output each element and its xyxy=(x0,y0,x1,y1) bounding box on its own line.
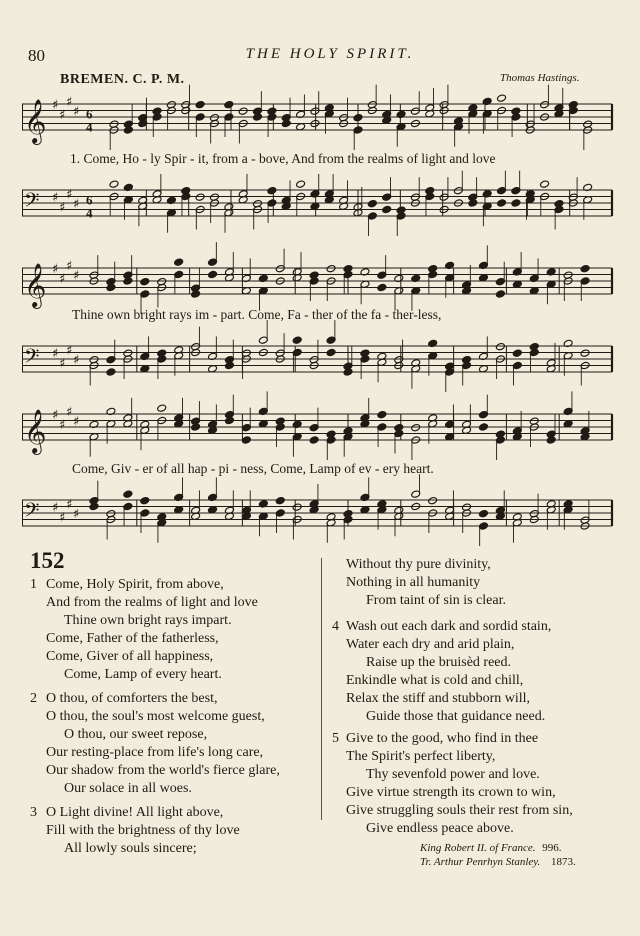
svg-text:♯: ♯ xyxy=(59,107,66,123)
svg-text:♯: ♯ xyxy=(66,94,73,110)
svg-text:♯: ♯ xyxy=(73,414,80,430)
stanza-line: All lowly souls sincere; xyxy=(64,841,197,856)
svg-text:♯: ♯ xyxy=(66,404,73,420)
svg-text:♯: ♯ xyxy=(52,262,59,277)
svg-text:6: 6 xyxy=(86,192,93,208)
stanza-line: O thou, of comforters the best, xyxy=(46,691,218,706)
svg-text:4: 4 xyxy=(86,205,93,221)
svg-text:♯: ♯ xyxy=(66,258,73,274)
svg-text:♯: ♯ xyxy=(66,497,73,513)
svg-text:♯: ♯ xyxy=(73,353,80,368)
svg-text:♯: ♯ xyxy=(59,417,66,433)
author-attribution xyxy=(420,842,561,854)
stanza-line: Raise up the bruisèd reed. xyxy=(366,655,512,670)
svg-text:♯: ♯ xyxy=(73,507,80,522)
svg-text:♯: ♯ xyxy=(52,346,59,362)
column-divider xyxy=(321,558,322,820)
svg-text:♯: ♯ xyxy=(52,408,59,423)
stanza-line: The Spirit's perfect liberty, xyxy=(346,749,496,764)
stanza-line: Come, Lamp of every heart. xyxy=(64,667,222,682)
stanza-line: Wash out each dark and sordid stain, xyxy=(346,619,552,634)
svg-text:𝄞: 𝄞 xyxy=(24,263,47,307)
svg-text:𝄢: 𝄢 xyxy=(24,498,40,527)
svg-text:𝄞: 𝄞 xyxy=(24,99,47,143)
tune-title: BREMEN. C. P. M. xyxy=(60,72,185,87)
music-system-3 xyxy=(22,404,612,534)
stanza-line: Come, Father of the fatherless, xyxy=(46,631,219,646)
svg-text:♯: ♯ xyxy=(52,98,59,113)
stanza-number: 5 xyxy=(332,731,339,746)
running-head: THE HOLY SPIRIT. xyxy=(245,46,415,62)
stanza-line: Water each dry and arid plain, xyxy=(346,637,515,652)
stanza-line: Guide those that guidance need. xyxy=(366,709,546,724)
svg-text:𝄢: 𝄢 xyxy=(24,188,40,217)
stanza-line: Our solace in all woes. xyxy=(64,781,192,796)
hymn-number: 152 xyxy=(30,548,65,573)
svg-text:♯: ♯ xyxy=(59,200,66,216)
treble-staff xyxy=(22,404,612,454)
svg-text:4: 4 xyxy=(86,119,93,135)
stanza-line: Give virtue strength its crown to win, xyxy=(346,785,556,800)
bass-staff xyxy=(22,336,612,386)
treble-staff xyxy=(22,258,612,308)
stanza-number: 4 xyxy=(332,619,339,634)
stanza-line: Enkindle what is cold and chill, xyxy=(346,673,524,688)
svg-text:6: 6 xyxy=(86,106,93,122)
stanza-number: 2 xyxy=(30,691,37,706)
stanza-line: O thou, the soul's most welcome guest, xyxy=(46,709,265,724)
svg-text:♯: ♯ xyxy=(66,343,73,359)
lyrics-line-2: Thine own bright rays im - part. Come, Fa - ther of the fa - ther-less, xyxy=(72,307,442,322)
svg-text:♯: ♯ xyxy=(52,190,59,206)
svg-text:♯: ♯ xyxy=(66,187,73,203)
stanza-line: Thy sevenfold power and love. xyxy=(366,767,540,782)
stanza-line: Nothing in all humanity xyxy=(346,575,481,590)
lyrics-line-3: Come, Giv - er of all hap - pi - ness, Come, Lamp of ev - ery heart. xyxy=(72,461,434,476)
stanza-line: Our resting-place from life's long care, xyxy=(46,745,264,760)
svg-text:♯: ♯ xyxy=(59,356,66,372)
stanza-line: Come, Giver of all happiness, xyxy=(46,649,214,664)
stanza-line: Thine own bright rays impart. xyxy=(64,613,232,628)
stanza-line: Give to the good, who find in thee xyxy=(346,731,539,746)
bass-staff xyxy=(22,490,612,540)
stanza-line: Come, Holy Spirit, from above, xyxy=(46,577,224,592)
translator-name: Tr. Arthur Penrhyn Stanley. xyxy=(420,856,541,868)
svg-text:♯: ♯ xyxy=(59,271,66,287)
svg-text:♯: ♯ xyxy=(73,104,80,120)
stanza-number: 1 xyxy=(30,577,37,592)
composer-credit: Thomas Hastings. xyxy=(500,72,580,84)
stanza-line: From taint of sin is clear. xyxy=(366,593,506,608)
treble-staff xyxy=(22,94,612,144)
stanza-line: Give endless peace above. xyxy=(366,821,514,836)
author-year: 996. xyxy=(542,842,562,854)
stanza-line: Without thy pure divinity, xyxy=(346,557,491,572)
stanza-line: O thou, our sweet repose, xyxy=(64,727,208,742)
stanza-line: And from the realms of light and love xyxy=(46,595,258,610)
svg-text:𝄞: 𝄞 xyxy=(24,409,47,453)
music-system-1 xyxy=(22,94,612,234)
translator-attribution xyxy=(420,856,576,868)
page-number: 80 xyxy=(28,46,45,65)
stanza-number: 3 xyxy=(30,805,37,820)
stanza-line: O Light divine! All light above, xyxy=(46,805,224,820)
svg-text:♯: ♯ xyxy=(52,500,59,516)
lyrics-line-1: 1. Come, Ho - ly Spir - it, from a - bove, And from the realms of light and love xyxy=(70,151,496,166)
bass-staff xyxy=(22,180,612,230)
author-name: King Robert II. of France. xyxy=(420,842,536,854)
translator-year: 1873. xyxy=(551,856,576,868)
stanza-line: Give struggling souls their rest from sin, xyxy=(346,803,573,818)
svg-text:♯: ♯ xyxy=(59,510,66,526)
music-system-2 xyxy=(22,258,612,388)
svg-text:♯: ♯ xyxy=(73,197,80,212)
stanza-line: Our shadow from the world's fierce glare, xyxy=(46,763,280,778)
svg-text:𝄢: 𝄢 xyxy=(24,344,40,373)
svg-text:♯: ♯ xyxy=(73,268,80,284)
stanza-line: Relax the stiff and stubborn will, xyxy=(346,691,531,706)
stanza-line: Fill with the brightness of thy love xyxy=(46,823,240,838)
